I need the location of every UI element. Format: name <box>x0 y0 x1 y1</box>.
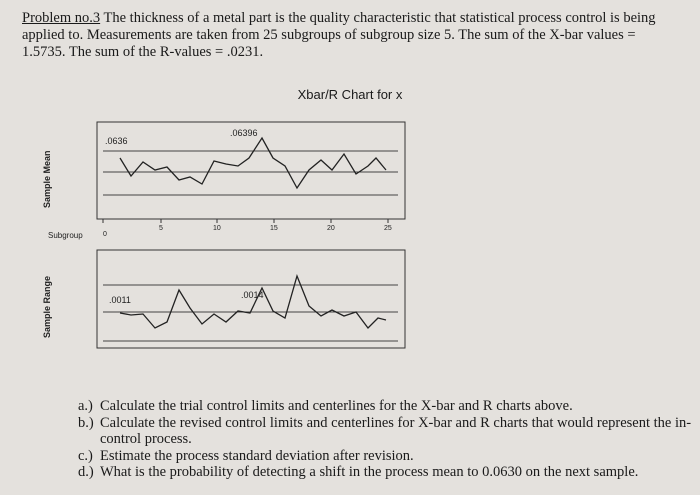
question-letter: c.) <box>78 447 93 464</box>
problem-heading: Problem no.3 <box>22 10 101 26</box>
xbar-left-annotation: .0636 <box>105 136 128 146</box>
xbar-series-line <box>120 138 386 188</box>
problem-body: The thickness of a metal part is the quality characteristic that statistical process control is being applied to. Measurements are taken from 25 subgroups of subgroup size 5. The sum of the X-bar values = 1.5735. The sum of the R-values = .0231. <box>22 10 656 60</box>
question-item <box>78 398 698 415</box>
range-series-line <box>120 276 386 328</box>
question-item <box>78 464 698 481</box>
x-tick-label: 25 <box>384 225 392 232</box>
question-letter: d.) <box>78 464 94 480</box>
question-item <box>78 448 698 465</box>
xbar-top-annotation: .06396 <box>230 128 258 138</box>
range-left-annotation: .0011 <box>109 295 131 305</box>
question-text: Estimate the process standard deviation after revision. <box>100 447 414 464</box>
x-tick-label: 10 <box>213 225 221 232</box>
range-y-axis-label: Sample Range <box>42 275 52 338</box>
question-letter: b.) <box>78 414 94 431</box>
xbar-y-axis-label: Sample Mean <box>42 150 52 208</box>
x-tick-label: 15 <box>270 225 278 232</box>
x-tick-label: 0 <box>103 231 107 238</box>
range-top-annotation: .0014 <box>241 290 264 300</box>
x-tick-label: 20 <box>327 225 335 232</box>
question-text: Calculate the revised control limits and centerlines for X-bar and R charts that would represent the in-control process. <box>100 414 692 447</box>
x-tick-label: 5 <box>159 225 163 232</box>
subgroup-axis-label: Subgroup <box>48 231 83 240</box>
question-list <box>78 398 698 481</box>
question-text: Calculate the trial control limits and centerlines for the X-bar and R charts above. <box>100 398 573 414</box>
chart-title: Xbar/R Chart for x <box>297 87 403 102</box>
question-text: What is the probability of detecting a shift in the process mean to 0.0630 on the next sample. <box>100 464 639 480</box>
question-item <box>78 415 698 448</box>
question-letter: a.) <box>78 398 93 414</box>
